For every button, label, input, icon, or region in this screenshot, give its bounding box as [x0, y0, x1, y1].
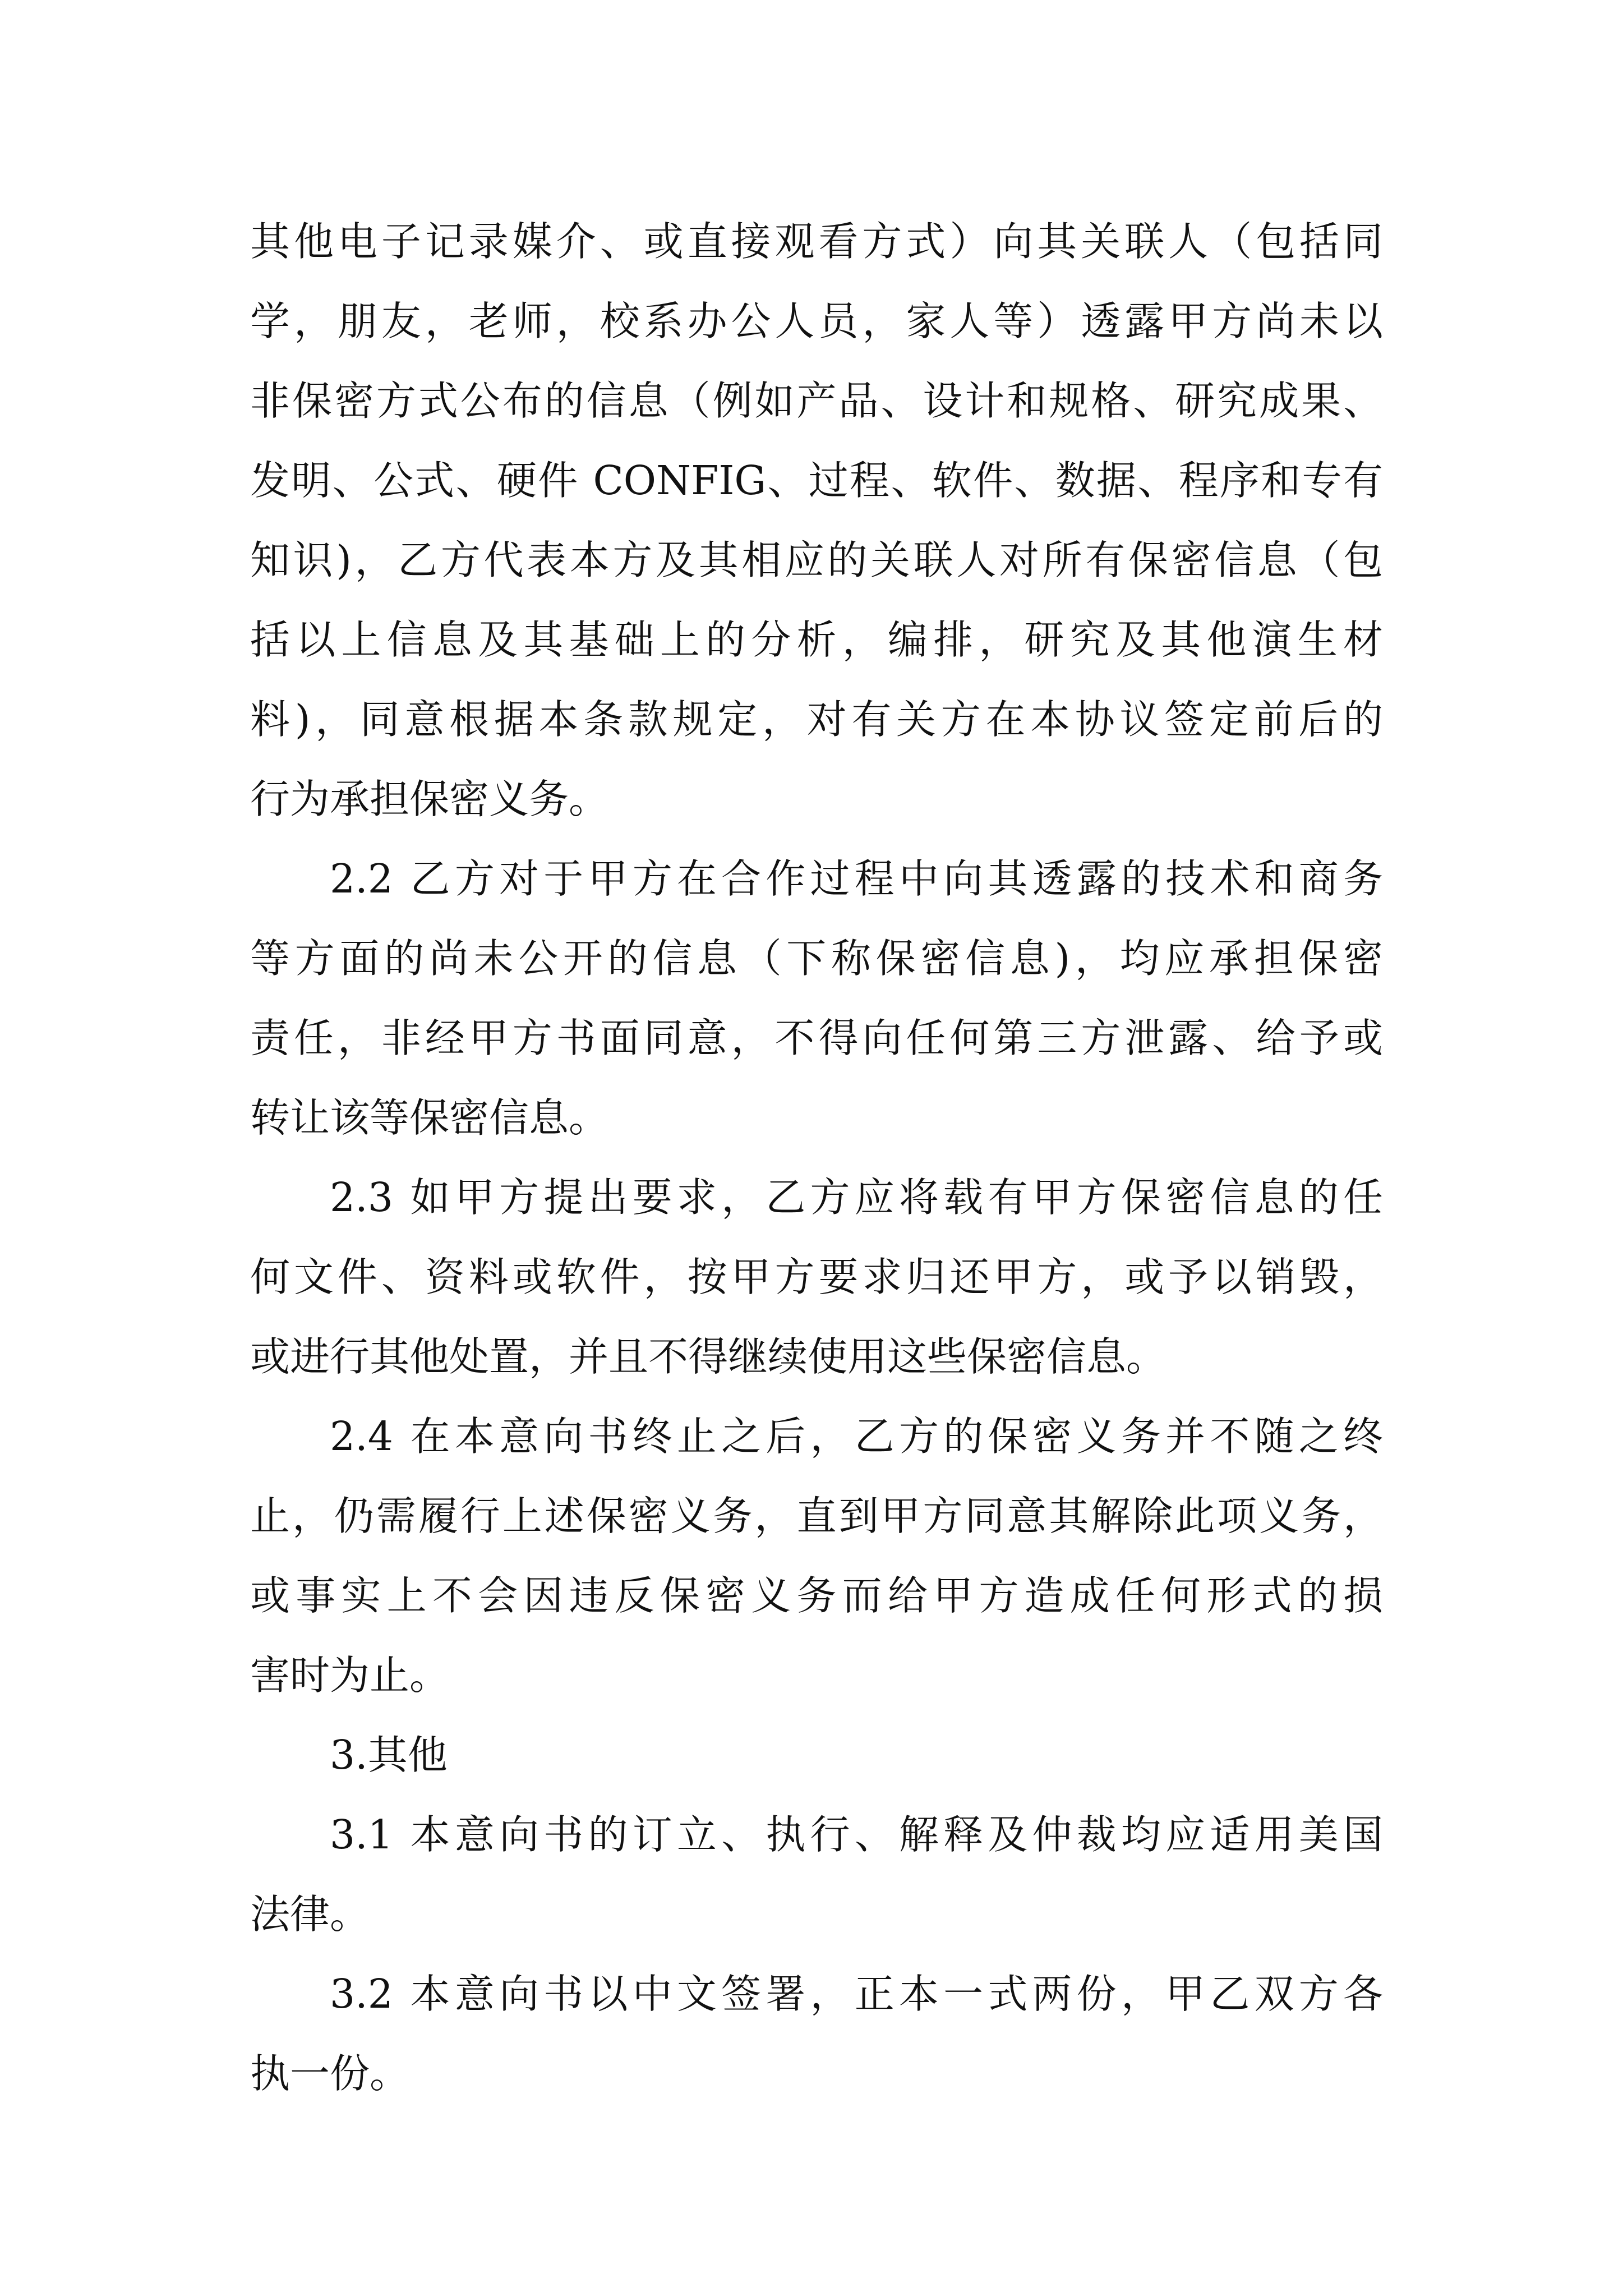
text-line: 或事实上不会因违反保密义务而给甲方造成任何形式的损 — [250, 1572, 1383, 1619]
paragraph-2-3 — [250, 1158, 1383, 1397]
paragraph-2-2 — [250, 839, 1383, 1158]
document-body — [250, 202, 1383, 2114]
text-line: 行为承担保密义务。 — [250, 776, 609, 822]
text-line: 何文件、资料或软件，按甲方要求归还甲方，或予以销毁， — [250, 1254, 1383, 1300]
text-line: 或进行其他处置，并且不得继续使用这些保密信息。 — [250, 1333, 1166, 1380]
text-line: 2.4 在本意向书终止之后，乙方的保密义务并不随之终 — [330, 1413, 1383, 1460]
text-line: 知识)，乙方代表本方及其相应的关联人对所有保密信息（包 — [250, 537, 1383, 583]
text-line: 料)，同意根据本条款规定，对有关方在本协议签定前后的 — [250, 696, 1383, 743]
text-line: 等方面的尚未公开的信息（下称保密信息)，均应承担保密 — [250, 935, 1383, 982]
text-line: 2.2 乙方对于甲方在合作过程中向其透露的技术和商务 — [330, 855, 1383, 902]
paragraph-confidential-intro — [250, 202, 1383, 839]
paragraph-3-1 — [250, 1795, 1383, 1954]
text-line: 责任，非经甲方书面同意，不得向任何第三方泄露、给予或 — [250, 1015, 1383, 1061]
text-line: 止，仍需履行上述保密义务，直到甲方同意其解除此项义务， — [250, 1493, 1383, 1539]
paragraph-3-2 — [250, 1954, 1383, 2114]
text-line: 括以上信息及其基础上的分析，编排，研究及其他演生材 — [250, 616, 1383, 663]
text-line: 3.1 本意向书的订立、执行、解释及仲裁均应适用美国 — [330, 1811, 1383, 1858]
paragraph-2-4 — [250, 1397, 1383, 1715]
text-line: 转让该等保密信息。 — [250, 1094, 609, 1141]
text-line: 非保密方式公布的信息（例如产品、设计和规格、研究成果、 — [250, 378, 1383, 424]
text-line: 学，朋友，老师，校系办公人员，家人等）透露甲方尚未以 — [250, 298, 1383, 344]
text-line: 害时为止。 — [250, 1652, 450, 1699]
text-line: 发明、公式、硬件 CONFIG、过程、软件、数据、程序和专有 — [250, 457, 1383, 504]
section-3-heading — [250, 1715, 1383, 1795]
text-line: 3.2 本意向书以中文签署，正本一式两份，甲乙双方各 — [330, 1971, 1383, 2017]
text-line: 其他电子记录媒介、或直接观看方式）向其关联人（包括同 — [250, 218, 1383, 265]
section-heading: 3.其他 — [330, 1732, 448, 1778]
text-line: 2.3 如甲方提出要求，乙方应将载有甲方保密信息的任 — [330, 1174, 1383, 1221]
text-line: 执一份。 — [250, 2050, 410, 2097]
text-line: 法律。 — [250, 1891, 370, 1938]
